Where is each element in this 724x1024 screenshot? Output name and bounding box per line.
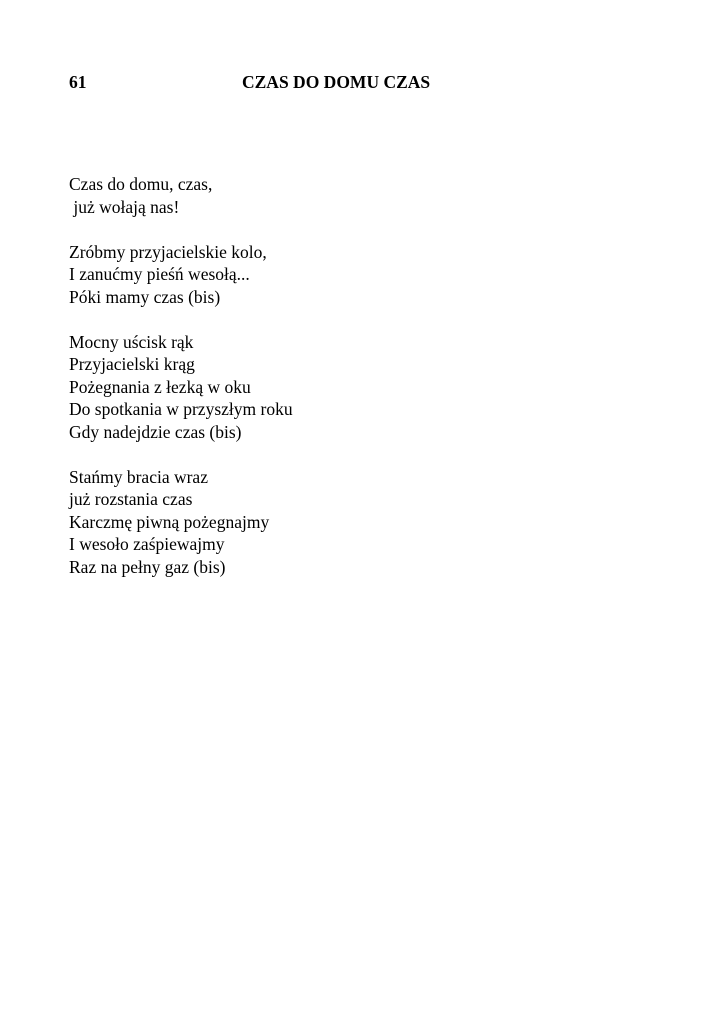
lyric-line: I wesoło zaśpiewajmy	[69, 534, 225, 554]
lyrics	[69, 173, 669, 601]
song-title: CZAS DO DOMU CZAS	[242, 72, 431, 92]
page-number: 61	[69, 72, 87, 92]
lyric-line: Stańmy bracia wraz	[69, 466, 208, 487]
stanza-1	[69, 173, 669, 218]
lyric-line: Pożegnania z łezką w oku	[69, 376, 251, 397]
lyric-line: Karczmę piwną pożegnajmy	[69, 511, 270, 532]
lyric-line: Mocny uścisk rąk	[69, 331, 194, 352]
lyric-line: Do spotkania w przyszłym roku	[69, 399, 293, 419]
stanza-2	[69, 241, 669, 309]
lyric-line: Zróbmy przyjacielskie kolo,	[69, 241, 267, 262]
lyric-line: Przyjacielski krąg	[69, 354, 195, 374]
lyric-line: Czas do domu, czas,	[69, 174, 213, 194]
stanza-4	[69, 466, 669, 579]
stanza-3	[69, 331, 669, 444]
lyric-line: I zanućmy pieśń wesołą...	[69, 264, 250, 284]
lyric-line: już rozstania czas	[69, 489, 193, 509]
lyric-line: Póki mamy czas (bis)	[69, 286, 221, 307]
page-header	[69, 70, 724, 94]
lyric-line: już wołają nas!	[69, 196, 180, 217]
lyric-line: Gdy nadejdzie czas (bis)	[69, 421, 242, 442]
lyric-line: Raz na pełny gaz (bis)	[69, 556, 226, 577]
